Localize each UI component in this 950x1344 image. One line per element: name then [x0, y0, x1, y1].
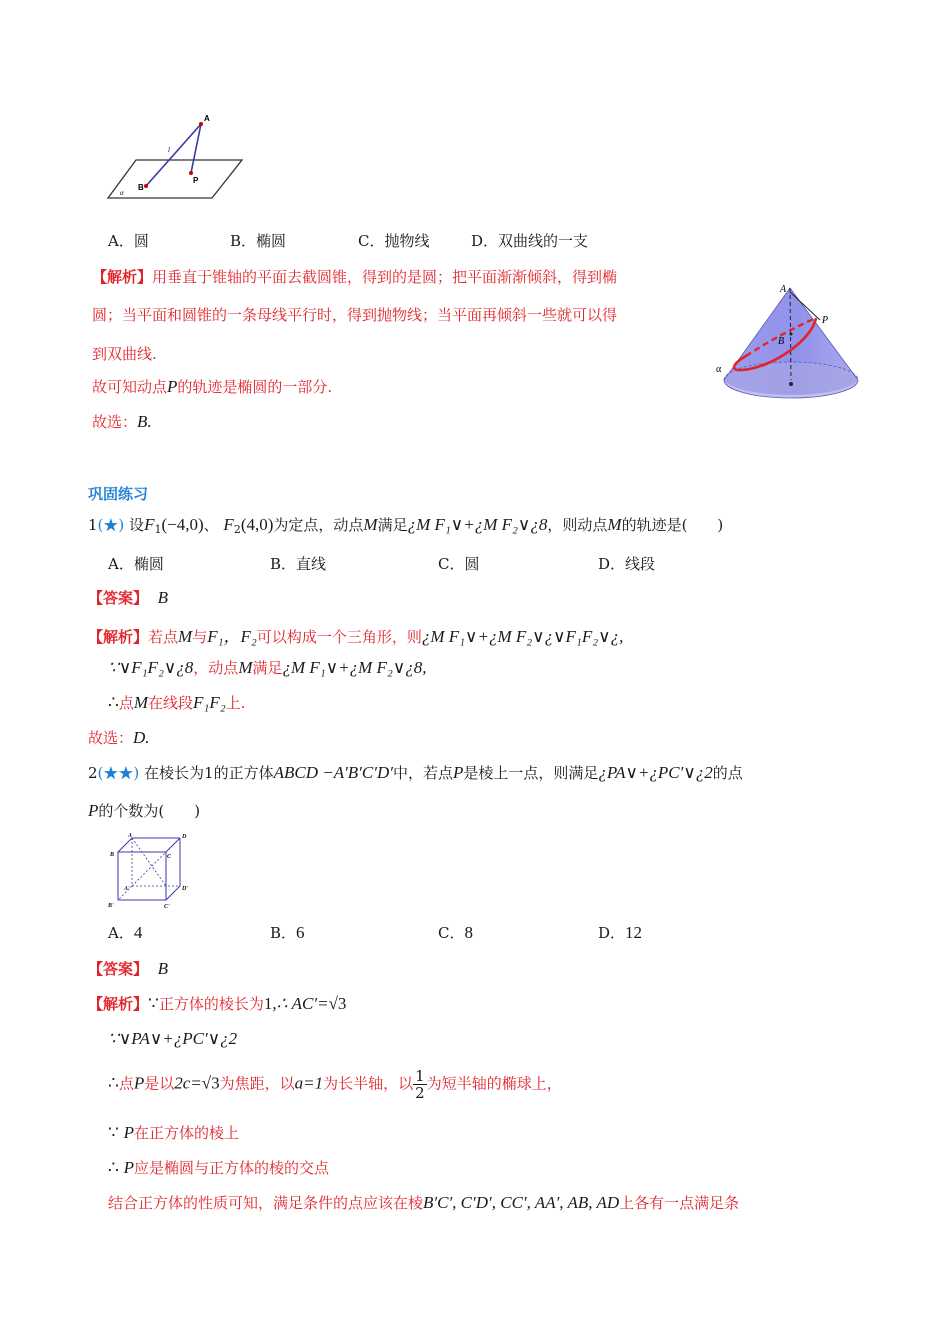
q2-stem-line-2: P的个数为( ) — [88, 801, 201, 820]
q1-stars: (★) — [97, 516, 125, 534]
q2-analysis-line-1: 【解析】∵正方体的棱长为1,∴ AC′=√3 — [88, 994, 347, 1013]
q1-answer: 【答案】 B — [88, 588, 168, 607]
q2-analysis-line-4: ∵ P在正方体的棱上 — [108, 1123, 240, 1142]
cube-figure — [104, 830, 196, 912]
q2-option-d: D．12 — [598, 923, 643, 942]
q2-option-b: B．6 — [270, 923, 305, 942]
cube-label-a1: A' — [124, 886, 130, 892]
q1-stem: 1(★) 设$F_1(-4,0)$、 $F_2(4,0)$为定点，动点M满足¿M F₁∨+¿M F₂∨¿8，则动点M的轨迹是( ) — [88, 515, 724, 536]
q2-stem-line-1: 2(★★) 在棱长为1的正方体ABCD −A′B′C′D′中，若点P是棱上一点，则满足¿PA∨+¿PC′∨¿2的点 — [88, 763, 743, 782]
q2-analysis-line-5: ∴ P应是椭圆与正方体的棱的交点 — [108, 1158, 330, 1177]
fig1-label-p: P — [193, 176, 199, 185]
q0-option-d: D．双曲线的一支 — [471, 232, 589, 250]
line-plane-figure — [100, 108, 250, 203]
q1-analysis-line-3: ∴点M在线段F₁F₂上. — [108, 693, 246, 712]
q0-select: 故选：B. — [92, 412, 152, 431]
q1-option-a: A．椭圆 — [108, 555, 164, 573]
q0-conclusion: 故可知动点P的轨迹是椭圆的一部分. — [92, 377, 333, 396]
q2-option-a: A．4 — [108, 923, 143, 942]
q0-option-b: B．椭圆 — [230, 232, 287, 250]
cube-label-c1: C' — [164, 904, 170, 910]
section-title: 巩固练习 — [88, 485, 149, 503]
q1-analysis-line-2: ∵∨F₁F₂∨¿8，动点M满足¿M F₁∨+¿M F₂∨¿8, — [108, 658, 427, 677]
fig1-label-l: l — [168, 146, 170, 154]
cube-label-d1: D' — [182, 886, 188, 892]
cube-label-d: D — [182, 834, 187, 840]
cube-label-b1: B' — [108, 903, 114, 909]
cone-label-b: B — [778, 336, 785, 347]
cone-label-a: A — [780, 284, 787, 295]
q0-option-a: A．圆 — [108, 232, 149, 250]
q0-analysis-line-2: 圆；当平面和圆锥的一条母线平行时，得到抛物线；当平面再倾斜一些就可以得 — [92, 306, 618, 324]
fig1-label-a: A — [204, 114, 210, 123]
q0-option-c: C．抛物线 — [358, 232, 430, 250]
q1-option-b: B．直线 — [270, 555, 327, 573]
q2-option-c: C．8 — [438, 923, 473, 942]
q2-answer: 【答案】 B — [88, 959, 168, 978]
fig1-label-b: B — [138, 183, 144, 192]
q0-analysis-line-3: 到双曲线. — [92, 345, 157, 363]
q0-analysis-line-1: 【解析】用垂直于锥轴的平面去截圆锥，得到的是圆；把平面渐渐倾斜，得到椭 — [92, 268, 618, 286]
cube-label-a: A — [128, 833, 133, 839]
cone-figure — [712, 280, 872, 410]
half-fraction: $\frac{1}{2}$ — [415, 1067, 425, 1102]
q1-option-d: D．线段 — [598, 555, 656, 573]
cone-label-alpha: α — [716, 364, 722, 375]
q1-analysis-line-1: 【解析】若点M与F₁，F₂可以构成一个三角形，则¿M F₁∨+¿M F₂∨¿∨F₁F₂∨¿, — [88, 627, 624, 646]
cube-label-b: B — [110, 852, 115, 858]
q1-option-c: C．圆 — [438, 555, 480, 573]
fig1-label-alpha: α — [120, 189, 124, 197]
q1-select: 故选：D. — [88, 728, 150, 747]
q2-stars: (★★) — [97, 764, 140, 782]
q2-analysis-line-6: 结合正方体的性质可知，满足条件的点应该在棱B′C′, C′D′, CC′, AA′, AB, AD上各有一点满足条 — [108, 1193, 740, 1212]
cube-label-c: C — [167, 854, 172, 860]
q0-analysis-tag: 【解析】 — [92, 268, 153, 286]
cone-label-p: P — [822, 315, 829, 326]
q2-analysis-line-3: ∴点P是以2c=√3为焦距，以a=1为长半轴，以 $\frac{1}{2}$ 为短半轴的椭球上， — [108, 1067, 562, 1102]
q2-analysis-line-2: ∵∨PA∨+¿PC′∨¿2 — [108, 1029, 238, 1048]
